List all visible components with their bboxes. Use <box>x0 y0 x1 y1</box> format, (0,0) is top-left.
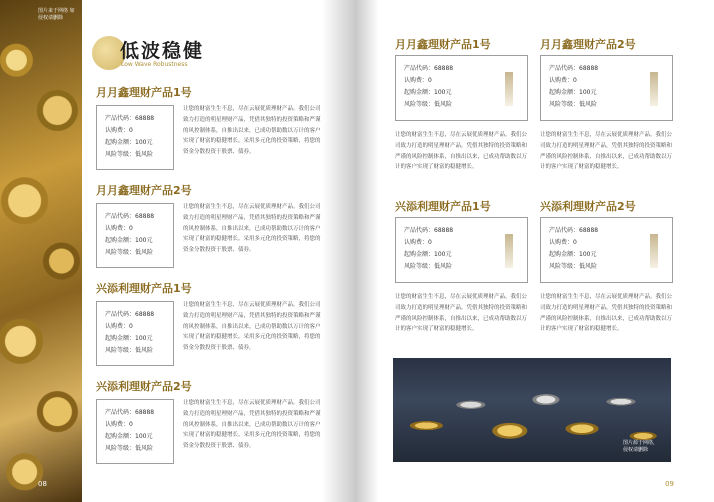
section-title: 月月鑫理财产品2号 <box>540 38 636 51</box>
section-title: 月月鑫理财产品1号 <box>395 38 491 51</box>
min-purchase: 起购金额：100元 <box>105 139 153 146</box>
risk-level: 风险等级：低风险 <box>549 101 598 108</box>
product-description: 让您的财富生生不息，尽在云展优质理财产品。我们公司致力打造的明星理财产品，凭借其独特的投资策略和严谨的风控制体系，自推出以来，已成功帮助数以万计的客户实现了财富的稳健增长。采用多元化的投资策略，将您的资金分散投资于股票、债券。 <box>183 302 321 352</box>
min-purchase: 起购金额：100元 <box>404 89 452 96</box>
min-purchase: 起购金额：100元 <box>404 251 452 258</box>
product-code: 产品代码：68888 <box>105 409 155 416</box>
subscription-fee: 认购费：0 <box>404 239 432 246</box>
section-title: 月月鑫理财产品1号 <box>96 86 192 99</box>
min-purchase: 起购金额：100元 <box>549 251 597 258</box>
page-number-left: 08 <box>38 480 47 488</box>
product-code: 产品代码：68888 <box>105 213 155 220</box>
product-info-box <box>395 55 528 121</box>
product-code: 产品代码：68888 <box>404 65 454 72</box>
product-code: 产品代码：68888 <box>404 227 454 234</box>
min-purchase: 起购金额：100元 <box>105 335 153 342</box>
subscription-fee: 认购费：0 <box>404 77 432 84</box>
risk-level: 风险等级：低风险 <box>404 101 453 108</box>
section-title: 兴添利理财产品1号 <box>96 282 192 295</box>
page-title: 低波稳健 <box>120 40 205 62</box>
product-code: 产品代码：68888 <box>549 65 599 72</box>
product-info-box <box>540 55 673 121</box>
subscription-fee: 认购费：0 <box>105 127 133 134</box>
product-info-box <box>96 203 174 268</box>
product-description: 让您的财富生生不息，尽在云展优质理财产品。我们公司致力打造的明星理财产品，凭借其独特的投资策略和严谨的风险控制体系，自推出以来，已成功帮助数以万计的客户实现了财富的稳健增长。 <box>540 132 673 171</box>
product-code: 产品代码：68888 <box>549 227 599 234</box>
product-description: 让您的财富生生不息，尽在云展优质理财产品。我们公司致力打造的明星理财产品，凭借其独特的投资策略和严谨的风险控制体系，自推出以来，已成功帮助数以万计的客户实现了财富的稳健增长。 <box>395 294 528 333</box>
min-purchase: 起购金额：100元 <box>105 433 153 440</box>
product-description: 让您的财富生生不息，尽在云展优质理财产品。我们公司致力打造的明星理财产品，凭借其独特的投资策略和严谨的风控制体系，自推出以来，已成功帮助数以万计的客户实现了财富的稳健增长。采用多元化的投资策略，将您的资金分散投资于股票、债券。 <box>183 106 321 156</box>
product-info-box <box>96 301 174 366</box>
min-purchase: 起购金额：100元 <box>105 237 153 244</box>
product-description: 让您的财富生生不息，尽在云展优质理财产品。我们公司致力打造的明星理财产品，凭借其独特的投资策略和严谨的风险控制体系，自推出以来，已成功帮助数以万计的客户实现了财富的稳健增长。 <box>540 294 673 333</box>
right-page <box>357 0 714 502</box>
section-title: 兴添利理财产品2号 <box>540 200 636 213</box>
section-title: 兴添利理财产品2号 <box>96 380 192 393</box>
product-description: 让您的财富生生不息，尽在云展优质理财产品。我们公司致力打造的明星理财产品，凭借其独特的投资策略和严谨的风控制体系，自推出以来，已成功帮助数以万计的客户实现了财富的稳健增长。采用多元化的投资策略，将您的资金分散投资于股票、债券。 <box>183 400 321 450</box>
subscription-fee: 认购费：0 <box>105 323 133 330</box>
product-info-box <box>540 217 673 283</box>
risk-level: 风险等级：低风险 <box>105 347 154 354</box>
section-title: 月月鑫理财产品2号 <box>96 184 192 197</box>
subscription-fee: 认购费：0 <box>105 421 133 428</box>
risk-level: 风险等级：低风险 <box>105 249 154 256</box>
product-info-box <box>395 217 528 283</box>
section-title: 兴添利理财产品1号 <box>395 200 491 213</box>
photo-caption: 图片源于网络， 侵权请删除 <box>623 440 659 453</box>
subscription-fee: 认购费：0 <box>549 77 577 84</box>
subscription-fee: 认购费：0 <box>549 239 577 246</box>
page-number-right: 09 <box>665 480 674 488</box>
min-purchase: 起购金额：100元 <box>549 89 597 96</box>
product-description: 让您的财富生生不息，尽在云展优质理财产品。我们公司致力打造的明星理财产品，凭借其独特的投资策略和严谨的风控制体系，自推出以来，已成功帮助数以万计的客户实现了财富的稳健增长。采用多元化的投资策略，将您的资金分散投资于股票、债券。 <box>183 204 321 254</box>
product-info-box <box>96 105 174 170</box>
gutter-shadow-left <box>322 0 357 502</box>
gold-gradient-bar <box>650 234 658 268</box>
coin-photo-strip <box>0 0 82 502</box>
gold-gradient-bar <box>650 72 658 106</box>
risk-level: 风险等级：低风险 <box>404 263 453 270</box>
product-code: 产品代码：68888 <box>105 311 155 318</box>
subscription-fee: 认购费：0 <box>105 225 133 232</box>
risk-level: 风险等级：低风险 <box>549 263 598 270</box>
risk-level: 风险等级：低风险 <box>105 151 154 158</box>
risk-level: 风险等级：低风险 <box>105 445 154 452</box>
coins-photo <box>393 358 671 462</box>
product-info-box <box>96 399 174 464</box>
page-subtitle: Low Wave Robustness <box>121 61 188 68</box>
gold-gradient-bar <box>505 72 513 106</box>
product-code: 产品代码：68888 <box>105 115 155 122</box>
product-description: 让您的财富生生不息，尽在云展优质理财产品。我们公司致力打造的明星理财产品，凭借其独特的投资策略和严谨的风险控制体系，自推出以来，已成功帮助数以万计的客户实现了财富的稳健增长。 <box>395 132 528 171</box>
gold-gradient-bar <box>505 234 513 268</box>
gutter-shadow-right <box>357 0 379 502</box>
strip-caption: 图片来于网络 如侵权请删除 <box>38 8 75 21</box>
